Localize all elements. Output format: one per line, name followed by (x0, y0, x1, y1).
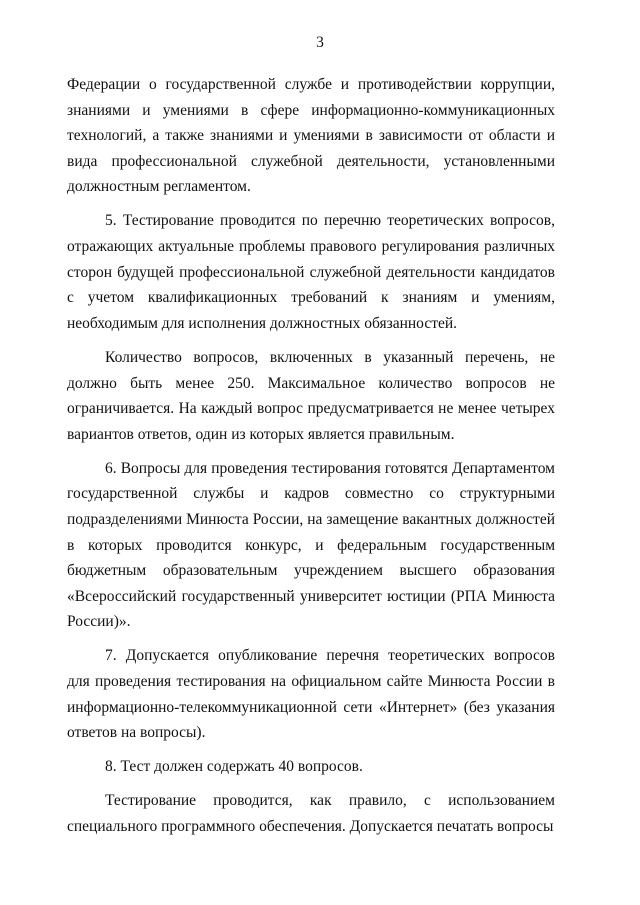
paragraph-item-6: 6. Вопросы для проведения тестирования готовятся Департаментом государственной службы и кадров совместно со структурными подразделениями Минюста России, на замещение вакантных должностей в которых проводится конкурс, и федеральным государственным бюджетным образовательным учреждением высшего образования «Всероссийский государственный университет юстиции (РПА Минюста России)». (67, 459, 555, 631)
page-number: 3 (316, 34, 324, 51)
paragraph-question-count: Количество вопросов, включенных в указанный перечень, не должно быть менее 250. Максимальное количество вопросов не ограничивается. На каждый вопрос предусматривается не менее четырех вариантов ответов, один из которых является правильным. (67, 348, 555, 443)
paragraph-item-5: 5. Тестирование проводится по перечню теоретических вопросов, отражающих актуальные проблемы правового регулирования различных сторон будущей профессиональной служебной деятельности кандидатов с учетом квалификационных требований к знаниям и умениям, необходимым для исполнения должностных обязанностей. (67, 212, 555, 332)
paragraph-item-8: 8. Тест должен содержать 40 вопросов. (105, 758, 363, 776)
paragraph-continuation: Федерации о государственной службе и противодействии коррупции, знаниями и умениями в сфере информационно-коммуникационных технологий, а также знаниями и умениями в зависимости от области и вида профессиональной служебной деятельности, установленными должностным регламентом. (67, 76, 555, 196)
paragraph-testing-software: Тестирование проводится, как правило, с использованием специального программного обеспечения. Допускается печатать вопросы (67, 792, 555, 836)
paragraph-item-7: 7. Допускается опубликование перечня теоретических вопросов для проведения тестирования на официальном сайте Минюста России в информационно-телекоммуникационной сети «Интернет» (без указания ответов на вопросы). (67, 647, 555, 742)
document-body (67, 72, 555, 840)
